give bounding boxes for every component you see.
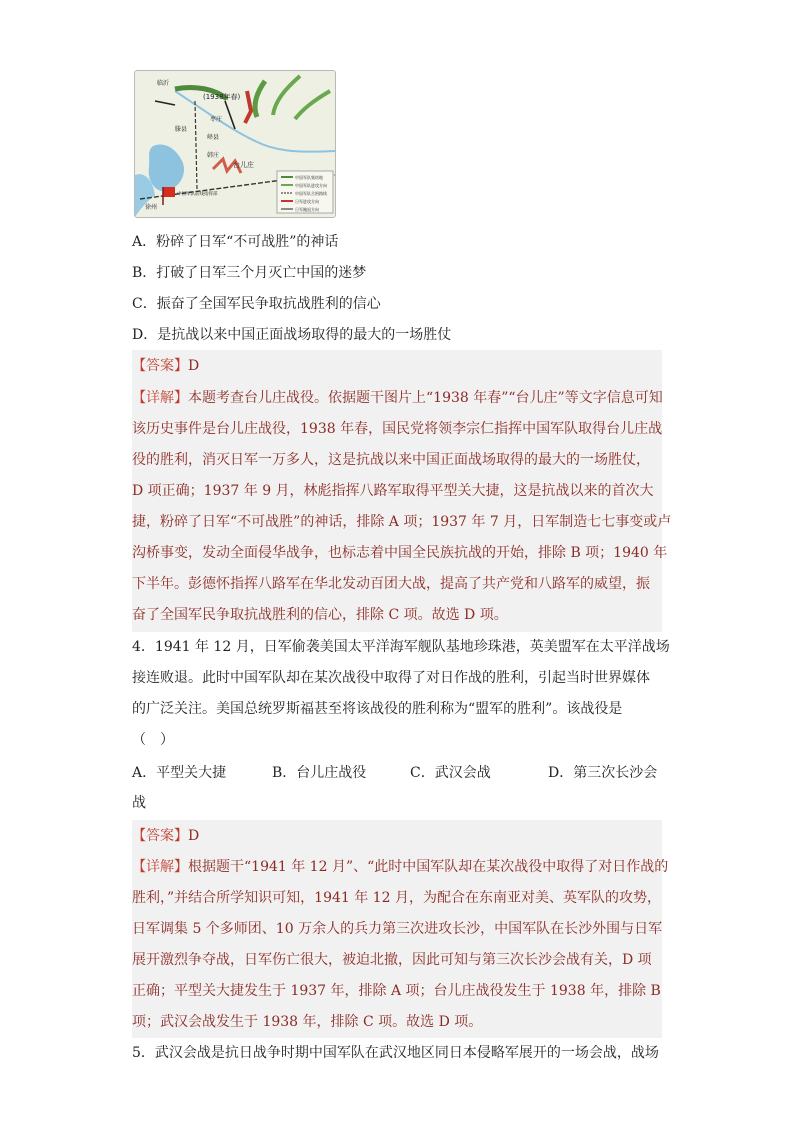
q3-detail-line-4: 捷，粉碎了日军“不可战胜”的神话，排除 A 项；1937 年 7 月，日军制造七七事变或卢 <box>132 514 672 530</box>
map-label-place-4: 台儿庄 <box>233 161 254 169</box>
q4-answer-tag: 【答案】 <box>132 828 188 844</box>
q3-detail-line-5: 沟桥事变，发动全面侵华战争，也标志着中国全民族抗战的开始，排除 B 项；1940 年 <box>132 545 668 561</box>
q4-detail-line-0 <box>132 857 668 877</box>
q3-answer-tag: 【答案】 <box>132 358 188 374</box>
q3-option-a: A．粉碎了日军“不可战胜”的神话 <box>132 234 339 250</box>
map-legend-1: 中国军队进攻方向 <box>295 183 327 188</box>
q4-detail-line-3: 展开激烈争夺战，日军伤亡很大，被迫北撤，因此可知与第三次长沙会战有关，D 项 <box>132 952 652 968</box>
q3-detail-line-2: 役的胜利，消灭日军一万多人，这是抗战以来中国正面战场取得的最大的一场胜仗， <box>132 452 650 468</box>
q4-answer-value: D <box>188 828 200 844</box>
q3-detail-tag: 【详解】 <box>132 390 188 406</box>
q4-option-a: A．平型关大捷 <box>132 765 227 781</box>
q3-detail-line-1: 该历史事件是台儿庄战役，1938 年春，国民党将领李宗仁指挥中国军队取得台儿庄战 <box>132 421 663 437</box>
q4-detail-line-1: 胜利，”并结合所学知识可知，1941 年 12 月，为配合在东南亚对美、英军队的攻势， <box>132 890 661 906</box>
q4-answer <box>132 826 199 846</box>
q3-detail-line-3: D 项正确；1937 年 9 月，林彪指挥八路军取得平型关大捷，这是抗战以来的首次大 <box>132 483 654 499</box>
q3-option-b: B．打破了日军三个月灭亡中国的迷梦 <box>132 265 367 281</box>
q3-detail-line-6: 下半年。彭德怀指挥八路军在华北发动百团大战，提高了共产党和八路军的威望，振 <box>132 576 650 592</box>
map-label-spring: (1938年春) <box>203 93 241 101</box>
q4-detail-line-4: 正确；平型关大捷发生于 1937 年，排除 A 项；台儿庄战役发生于 1938 年，排除 B <box>132 983 661 999</box>
q4-detail-text-0: 根据题干“1941 年 12 月”、“此时中国军队却在某次战役中取得了对日作战的 <box>188 859 669 875</box>
map-label-place-7: 韩庄 <box>207 152 220 159</box>
q4-line-0: 4．1941 年 12 月，日军偷袭美国太平洋海军舰队基地珍珠港，英美盟军在太平洋战场 <box>132 639 670 655</box>
q4-detail-line-5: 项；武汉会战发生于 1938 年，排除 C 项。故选 D 项。 <box>132 1014 483 1030</box>
q3-answer-value: D <box>188 358 200 374</box>
q3-option-d: D．是抗战以来中国正面战场取得的最大的一场胜仗 <box>132 327 452 343</box>
map-label-place-3: 峄县 <box>207 134 220 141</box>
map-label-place-2: 枣庄 <box>210 116 223 123</box>
q4-detail-tag: 【详解】 <box>132 859 188 875</box>
map-svg <box>135 71 335 217</box>
map-legend-2: 中国军队合围路线 <box>295 191 327 196</box>
q5-line-0: 5．武汉会战是抗日战争时期中国军队在武汉地区同日本侵略军展开的一场会战，战场 <box>132 1045 659 1061</box>
q4-option-d: D．第三次长沙会 <box>548 765 658 781</box>
map-label-place-5: 滕县 <box>175 126 188 133</box>
q3-option-c: C．振奋了全国军民争取抗战胜利的信心 <box>132 296 381 312</box>
q4-line-3: （ ） <box>132 732 174 748</box>
q3-detail-text-0: 本题考查台儿庄战役。依据题干图片上“1938 年春”“台儿庄”等文字信息可知 <box>188 390 663 406</box>
taierzhuang-battle-map <box>134 70 336 218</box>
q4-line-1: 接连败退。此时中国军队却在某次战役中取得了对日作战的胜利，引起当时世界媒体 <box>132 670 650 686</box>
q4-option-d-cont: 战 <box>132 795 146 811</box>
map-legend-0: 中国军队集结地 <box>295 175 323 180</box>
map-flag-label: 中国军队前线指挥部 <box>177 192 218 197</box>
q4-option-b: B．台儿庄战役 <box>272 765 367 781</box>
q4-option-c: C．武汉会战 <box>410 765 491 781</box>
q3-detail-line-7: 奋了全国军民争取抗战胜利的信心，排除 C 项。故选 D 项。 <box>132 607 508 623</box>
q3-answer <box>132 356 199 376</box>
q4-detail-line-2: 日军调集 5 个多师团、10 万余人的兵力第三次进攻长沙，中国军队在长沙外围与日军 <box>132 921 663 937</box>
q4-line-2: 的广泛关注。美国总统罗斯福甚至将该战役的胜利称为“盟军的胜利”。该战役是 <box>132 701 623 717</box>
map-legend-4: 日军撤退方向 <box>295 207 319 212</box>
map-legend-3: 日军进攻方向 <box>295 199 319 204</box>
map-label-place-6: 临沂 <box>157 80 170 87</box>
map-label-place-1: 徐州 <box>145 204 158 211</box>
q3-detail-line-0 <box>132 388 663 408</box>
